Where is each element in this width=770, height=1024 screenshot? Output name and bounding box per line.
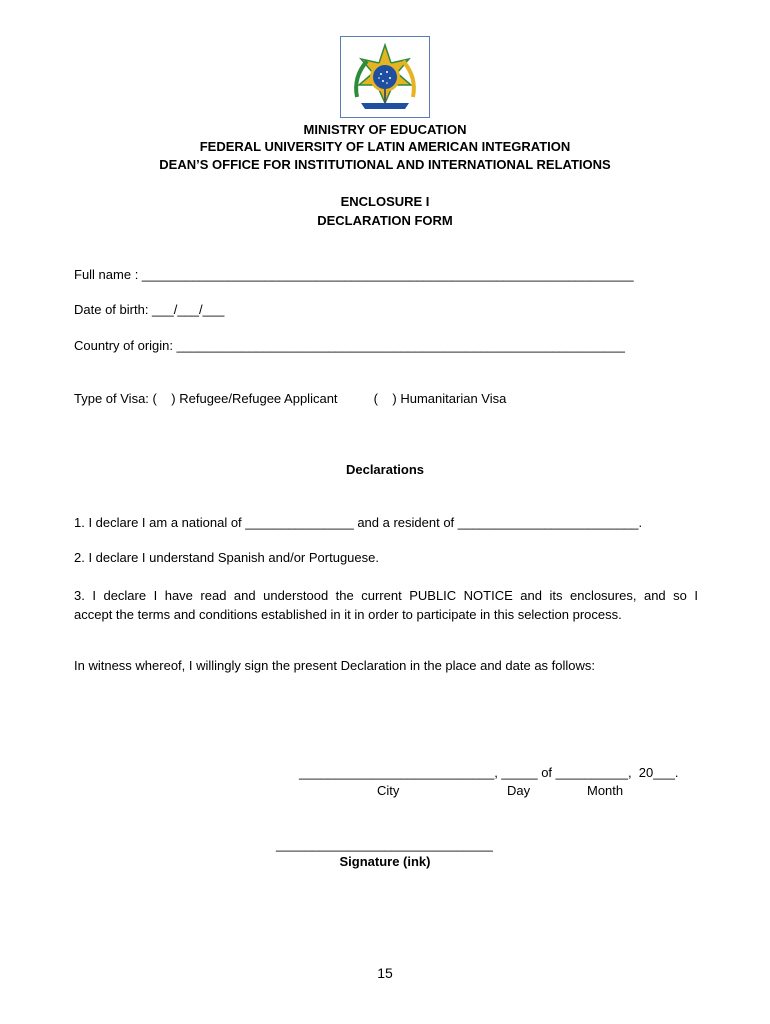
page-number: 15 xyxy=(377,965,393,981)
declaration-item-1[interactable]: 1. I declare I am a national of _______________ and a resident of _________________________. xyxy=(74,515,643,530)
signature-label: Signature (ink) xyxy=(339,854,431,869)
declaration-item-3-line-2: accept the terms and conditions established in it in order to participate in this selection process. xyxy=(74,607,622,622)
city-label: City xyxy=(377,783,400,798)
form-title: DECLARATION FORM xyxy=(317,213,453,228)
office-title: DEAN’S OFFICE FOR INSTITUTIONAL AND INTERNATIONAL RELATIONS xyxy=(159,157,611,172)
month-label: Month xyxy=(587,783,624,798)
university-title: FEDERAL UNIVERSITY OF LATIN AMERICAN INTEGRATION xyxy=(199,139,571,154)
declaration-item-3 xyxy=(74,586,698,624)
full-name-field[interactable]: Full name : ____________________________________________________________________ xyxy=(74,267,634,282)
date-of-birth-field[interactable]: Date of birth: ___/___/___ xyxy=(74,302,225,317)
place-date-line[interactable]: ___________________________, _____ of __________, 20___. xyxy=(299,765,679,780)
declaration-item-3-line-1: 3. I declare I have read and understood the current PUBLIC NOTICE and its enclosures, and so I xyxy=(74,588,698,603)
witness-statement: In witness whereof, I willingly sign the present Declaration in the place and date as follows: xyxy=(74,658,596,673)
type-of-visa-field[interactable]: Type of Visa: ( ) Refugee/Refugee Applicant ( ) Humanitarian Visa xyxy=(74,391,507,406)
ministry-title: MINISTRY OF EDUCATION xyxy=(303,122,467,137)
enclosure-title: ENCLOSURE I xyxy=(340,194,430,209)
country-of-origin-field[interactable]: Country of origin: ______________________________________________________________ xyxy=(74,338,625,353)
declaration-item-2: 2. I declare I understand Spanish and/or Portuguese. xyxy=(74,550,379,565)
signature-line[interactable]: ______________________________ xyxy=(276,837,493,852)
day-label: Day xyxy=(507,783,531,798)
coat-of-arms-icon xyxy=(340,36,430,118)
declarations-heading: Declarations xyxy=(345,462,425,477)
